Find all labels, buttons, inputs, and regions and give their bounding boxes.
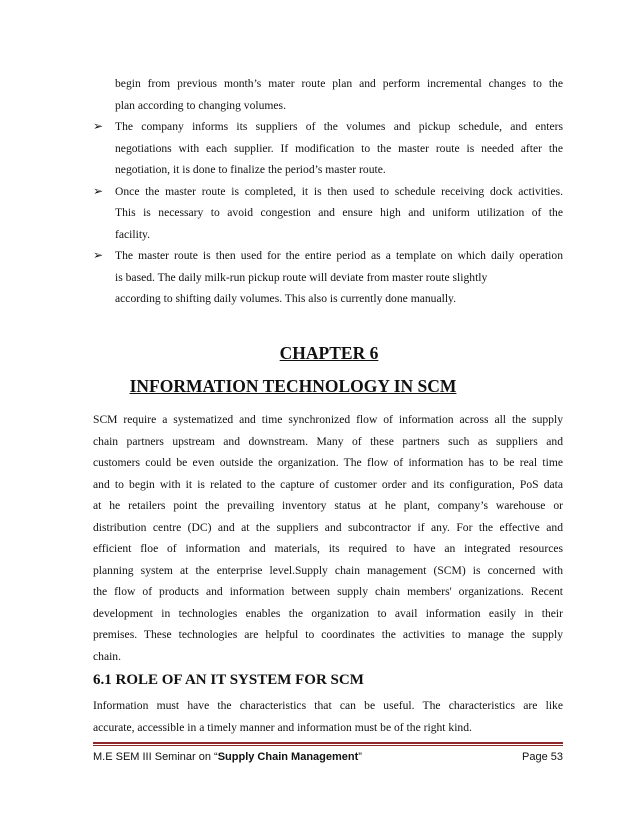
paragraph-line: planning system at the enterprise level.Supply chain management (SCM) is concerned with xyxy=(93,563,563,577)
paragraph-line: premises. These technologies are helpful to coordinates the activities to manage the supply xyxy=(93,628,563,641)
chapter-number: CHAPTER 6 xyxy=(279,343,379,363)
paragraph-line: at he retailers point the prevailing inventory status at he plant, company’s warehouse or xyxy=(93,499,563,512)
bullet-line: is based. The daily milk-run pickup route will deviate from master route slightly xyxy=(115,270,488,284)
paragraph-line: chain partners upstream and downstream. Many of these partners such as suppliers and xyxy=(93,434,563,448)
paragraph-line: efficient floe of information and materials, its required to have an integrated resources xyxy=(93,542,563,555)
paragraph-line: development in technologies enables the organization to avail information easily in their xyxy=(93,606,563,620)
page-footer xyxy=(93,751,563,763)
continuation-line: plan according to changing volumes. xyxy=(115,98,286,112)
bullet-item xyxy=(93,116,563,181)
chapter-title: INFORMATION TECHNOLOGY IN SCM xyxy=(129,376,457,396)
footer-rule xyxy=(93,742,563,744)
paragraph-line: accurate, accessible in a timely manner and information must be of the right kind. xyxy=(93,720,472,734)
bullet-line: negotiation, it is done to finalize the period’s master route. xyxy=(115,163,386,176)
bullet-line: ➢ The master route is then used for the entire period as a template on which daily operation xyxy=(93,245,563,267)
bullet-line: negotiations with each supplier. If modification to the master route is needed after the xyxy=(115,141,563,155)
page-number: Page 53 xyxy=(522,751,563,763)
bullet-line: facility. xyxy=(115,227,150,241)
arrow-bullet-icon: ➢ xyxy=(93,119,104,133)
bullet-line: ➢ The company informs its suppliers of the volumes and pickup schedule, and enters xyxy=(93,116,563,138)
section-heading: 6.1 ROLE OF AN IT SYSTEM FOR SCM xyxy=(93,672,364,688)
paragraph-line: SCM require a systematized and time synchronized flow of information across all the supply xyxy=(93,413,563,426)
bullet-line: This is necessary to avoid congestion and ensure high and uniform utilization of the xyxy=(115,206,563,219)
bullet-list xyxy=(93,73,563,310)
arrow-bullet-icon: ➢ xyxy=(93,183,104,198)
paragraph-line: Information must have the characteristics that can be useful. The characteristics are like xyxy=(93,699,563,712)
bullet-item xyxy=(93,245,563,310)
paragraph-line: customers could be even outside the organization. The flow of information has to be real time xyxy=(93,456,563,469)
body-paragraph xyxy=(93,409,563,667)
paragraph-line: the flow of products and information between supply chain members' organizations. Recent xyxy=(93,585,563,598)
arrow-bullet-icon: ➢ xyxy=(93,248,104,262)
bullet-line: ➢ Once the master route is completed, it is then used to schedule receiving dock activities. xyxy=(93,181,563,203)
paragraph-line: chain. xyxy=(93,649,122,663)
section-paragraph xyxy=(93,695,563,738)
bullet-item xyxy=(93,181,563,246)
footer-seminar-title: M.E SEM III Seminar on “Supply Chain Management” xyxy=(93,751,362,763)
footer-rule-thin xyxy=(93,745,563,746)
continuation-line: begin from previous month’s mater route plan and perform incremental changes to the xyxy=(115,77,563,90)
paragraph-line: and to begin with it is related to the capture of customer order and its configuration, PoS data xyxy=(93,477,563,491)
paragraph-line: distribution centre (DC) and at the suppliers and subcontractor if any. For the effective and xyxy=(93,520,563,534)
bullet-line: according to shifting daily volumes. This also is currently done manually. xyxy=(115,292,456,305)
